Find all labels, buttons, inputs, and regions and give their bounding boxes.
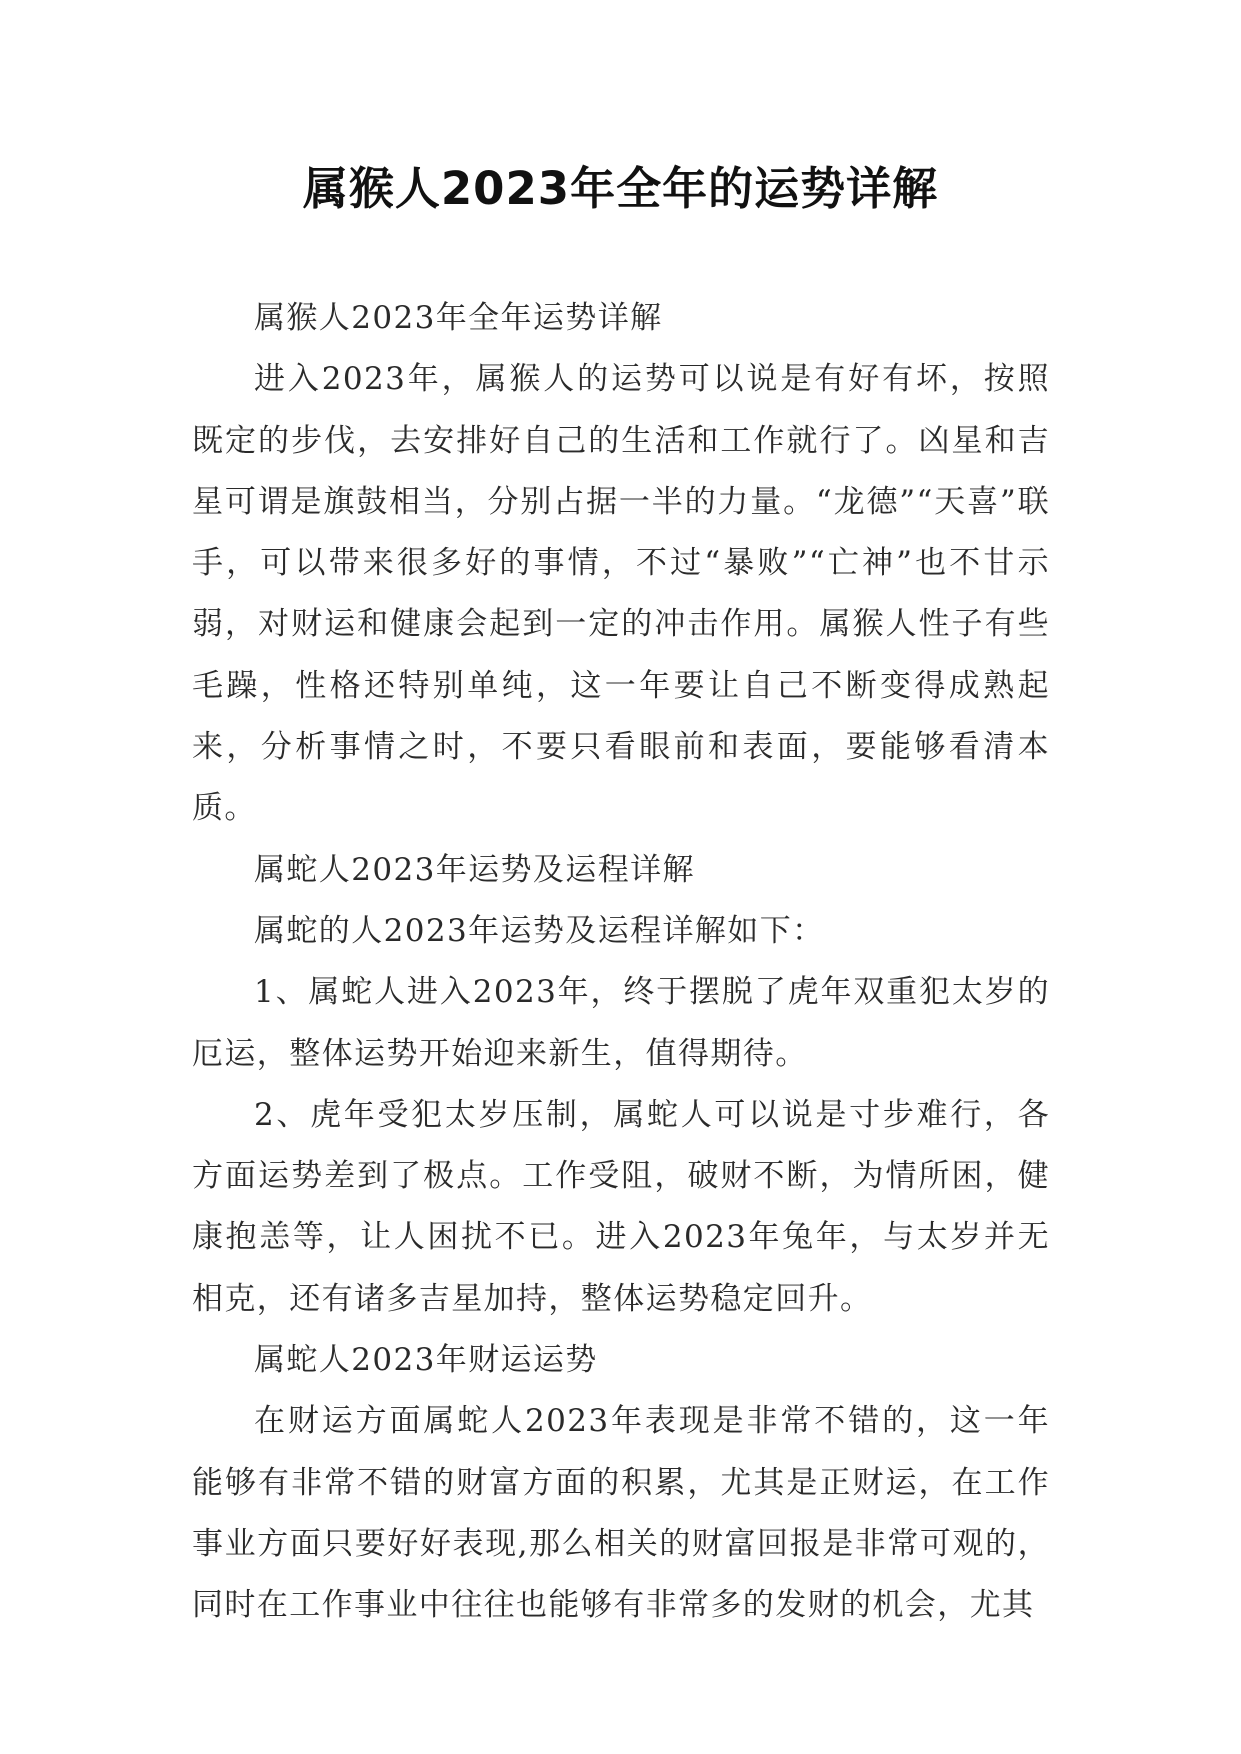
- document-body: [192, 288, 1050, 1637]
- paragraph: 在财运方面属蛇人2023年表现是非常不错的，这一年能够有非常不错的财富方面的积累，尤其是正财运，在工作事业方面只要好好表现,那么相关的财富回报是非常可观的，同时在工作事业中往往也能够有非常多的发财的机会，尤其: [192, 1403, 1050, 1624]
- paragraph: 2、虎年受犯太岁压制，属蛇人可以说是寸步难行，各方面运势差到了极点。工作受阻，破财不断，为情所困，健康抱恙等，让人困扰不已。进入2023年兔年，与太岁并无相克，还有诸多吉星加持，整体运势稳定回升。: [192, 1096, 1050, 1317]
- paragraph: 进入2023年，属猴人的运势可以说是有好有坏，按照既定的步伐，去安排好自己的生活和工作就行了。凶星和吉星可谓是旗鼓相当，分别占据一半的力量。“龙德”“天喜”联手，可以带来很多好的事情，不过“暴败”“亡神”也不甘示弱，对财运和健康会起到一定的冲击作用。属猴人性子有些毛躁，性格还特别单纯，这一年要让自己不断变得成熟起来，分析事情之时，不要只看眼前和表面，要能够看清本质。: [192, 361, 1050, 827]
- paragraph: 属猴人2023年全年运势详解: [254, 300, 663, 336]
- paragraph: 属蛇人2023年财运运势: [254, 1342, 598, 1379]
- document-title: 属猴人2023年全年的运势详解: [302, 162, 939, 215]
- paragraph: 1、属蛇人进入2023年，终于摆脱了虎年双重犯太岁的厄运，整体运势开始迎来新生，值得期待。: [192, 974, 1050, 1072]
- paragraph: 属蛇的人2023年运势及运程详解如下：: [254, 912, 825, 949]
- paragraph: 属蛇人2023年运势及运程详解: [254, 851, 695, 888]
